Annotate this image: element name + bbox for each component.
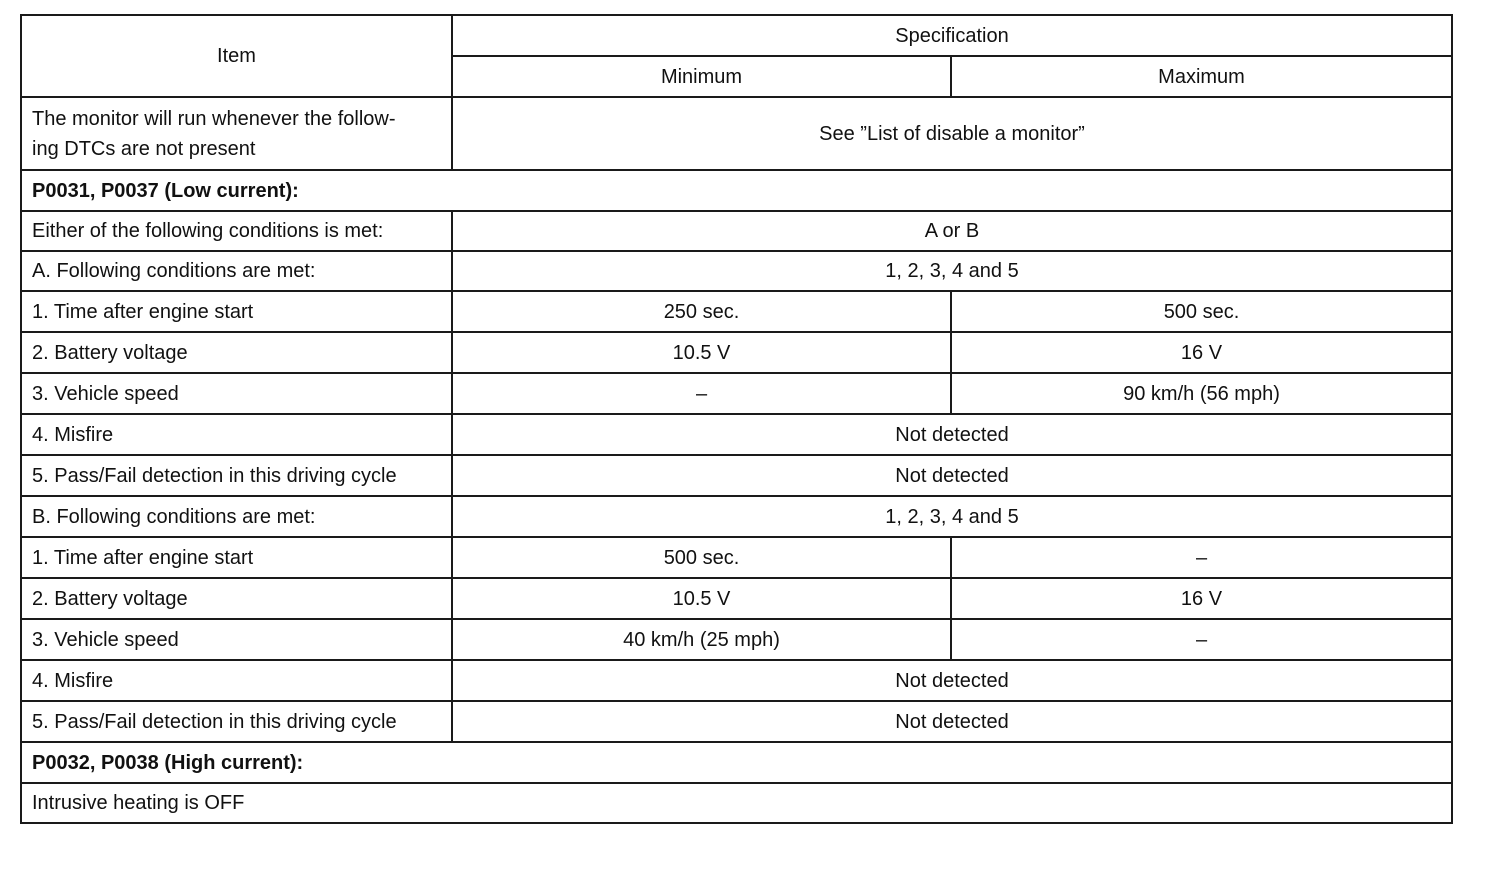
monitor-item-line1: The monitor will run whenever the follow- <box>32 107 396 130</box>
header-minimum: Minimum <box>452 56 951 97</box>
table-row <box>21 251 1452 291</box>
table-row <box>21 211 1452 251</box>
group-b-item: B. Following conditions are met: <box>21 496 452 537</box>
group-a-spec: 1, 2, 3, 4 and 5 <box>452 251 1452 291</box>
row-max: 16 V <box>951 578 1452 619</box>
row-max: 500 sec. <box>951 291 1452 332</box>
table-row <box>21 414 1452 455</box>
row-max: – <box>951 619 1452 660</box>
row-max: 16 V <box>951 332 1452 373</box>
row-max: 90 km/h (56 mph) <box>951 373 1452 414</box>
table-row <box>21 373 1452 414</box>
section-low-current: P0031, P0037 (Low current): <box>21 170 1452 211</box>
row-max: – <box>951 537 1452 578</box>
either-spec: A or B <box>452 211 1452 251</box>
table-row <box>21 537 1452 578</box>
table-row <box>21 291 1452 332</box>
row-item: 2. Battery voltage <box>21 332 452 373</box>
table-row <box>21 332 1452 373</box>
row-item: 3. Vehicle speed <box>21 619 452 660</box>
row-min: 40 km/h (25 mph) <box>452 619 951 660</box>
table-row <box>21 660 1452 701</box>
either-item: Either of the following conditions is met: <box>21 211 452 251</box>
intrusive-heating: Intrusive heating is OFF <box>21 783 1452 823</box>
table-row <box>21 619 1452 660</box>
row-item: 5. Pass/Fail detection in this driving cycle <box>21 701 452 742</box>
row-item: 1. Time after engine start <box>21 291 452 332</box>
row-item: 5. Pass/Fail detection in this driving cycle <box>21 455 452 496</box>
row-min: 10.5 V <box>452 578 951 619</box>
table-row <box>21 701 1452 742</box>
row-min: 500 sec. <box>452 537 951 578</box>
row-spec: Not detected <box>452 455 1452 496</box>
monitor-item <box>21 97 452 170</box>
header-item: Item <box>21 15 452 97</box>
monitor-spec: See ”List of disable a monitor” <box>452 97 1452 170</box>
spec-table <box>20 14 1453 824</box>
table-row <box>21 97 1452 170</box>
table-row <box>21 455 1452 496</box>
row-spec: Not detected <box>452 660 1452 701</box>
section-row <box>21 742 1452 783</box>
row-min: 250 sec. <box>452 291 951 332</box>
table-row <box>21 578 1452 619</box>
row-item: 3. Vehicle speed <box>21 373 452 414</box>
row-min: 10.5 V <box>452 332 951 373</box>
row-item: 4. Misfire <box>21 660 452 701</box>
header-maximum: Maximum <box>951 56 1452 97</box>
row-item: 4. Misfire <box>21 414 452 455</box>
header-specification: Specification <box>452 15 1452 56</box>
row-item: 2. Battery voltage <box>21 578 452 619</box>
row-min: – <box>452 373 951 414</box>
table-row <box>21 496 1452 537</box>
row-spec: Not detected <box>452 414 1452 455</box>
group-b-spec: 1, 2, 3, 4 and 5 <box>452 496 1452 537</box>
section-row <box>21 170 1452 211</box>
table-row <box>21 783 1452 823</box>
group-a-item: A. Following conditions are met: <box>21 251 452 291</box>
section-high-current: P0032, P0038 (High current): <box>21 742 1452 783</box>
monitor-item-line2: ing DTCs are not present <box>32 137 256 160</box>
row-spec: Not detected <box>452 701 1452 742</box>
row-item: 1. Time after engine start <box>21 537 452 578</box>
